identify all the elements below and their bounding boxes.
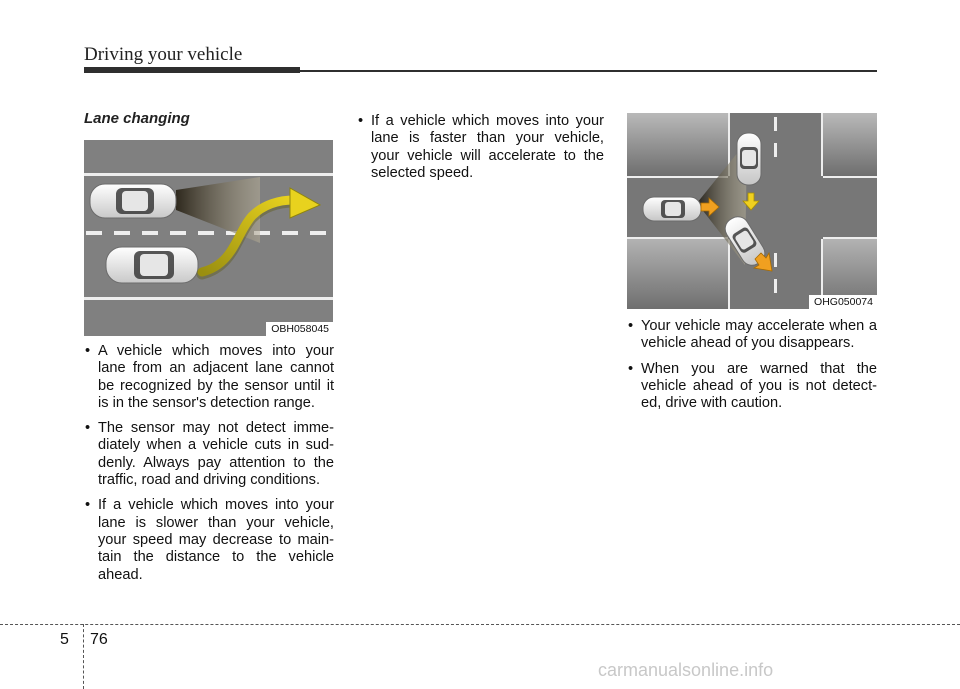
header-rule <box>84 67 300 73</box>
bullet-item: • If a vehicle which moves into your lane is faster than your vehicle, your vehicle will accelerate to the selected speed. <box>357 113 604 182</box>
figure-code-label: OBH058045 <box>266 322 333 336</box>
own-vehicle-icon <box>106 247 198 283</box>
intersection-illustration <box>627 113 877 309</box>
lane-change-figure <box>84 140 333 336</box>
section-heading: Lane changing <box>84 110 190 127</box>
bullet-item: • The sensor may not detect imme-diately when a vehicle cuts in sud-denly. Always pay attention to the traffic, road and driving conditions. <box>84 420 334 489</box>
figure-code-label: OHG050074 <box>809 295 877 309</box>
bullet-item: • Your vehicle may accelerate when a vehicle ahead of you disappears. <box>627 318 877 353</box>
column-3-text <box>627 318 877 420</box>
bullet-item: • A vehicle which moves into your lane from an adjacent lane cannot be recognized by the sensor until it is in the sensor's detection range. <box>84 343 334 412</box>
vehicle-leaving-icon <box>737 133 761 185</box>
bullet-item: • When you are warned that the vehicle ahead of you is not detect-ed, drive with caution. <box>627 361 877 413</box>
footer-divider-vertical <box>83 624 84 689</box>
footer-divider <box>0 624 960 625</box>
own-vehicle-icon <box>643 197 701 221</box>
watermark-text: carmanualsonline.info <box>598 660 774 680</box>
column-2-text <box>357 113 604 190</box>
vehicle-ahead-icon <box>90 184 176 218</box>
lane-change-illustration <box>84 140 333 336</box>
bullet-item: • If a vehicle which moves into your lane is slower than your vehicle, your speed may decrease to main-tain the distance to the vehicle ahead. <box>84 497 334 583</box>
chapter-number: 5 <box>60 631 69 648</box>
column-1-text <box>84 343 334 592</box>
intersection-figure <box>627 113 877 309</box>
header-rule-line <box>300 70 877 72</box>
page-header-title: Driving your vehicle <box>84 44 243 65</box>
page-number: 76 <box>90 631 108 648</box>
